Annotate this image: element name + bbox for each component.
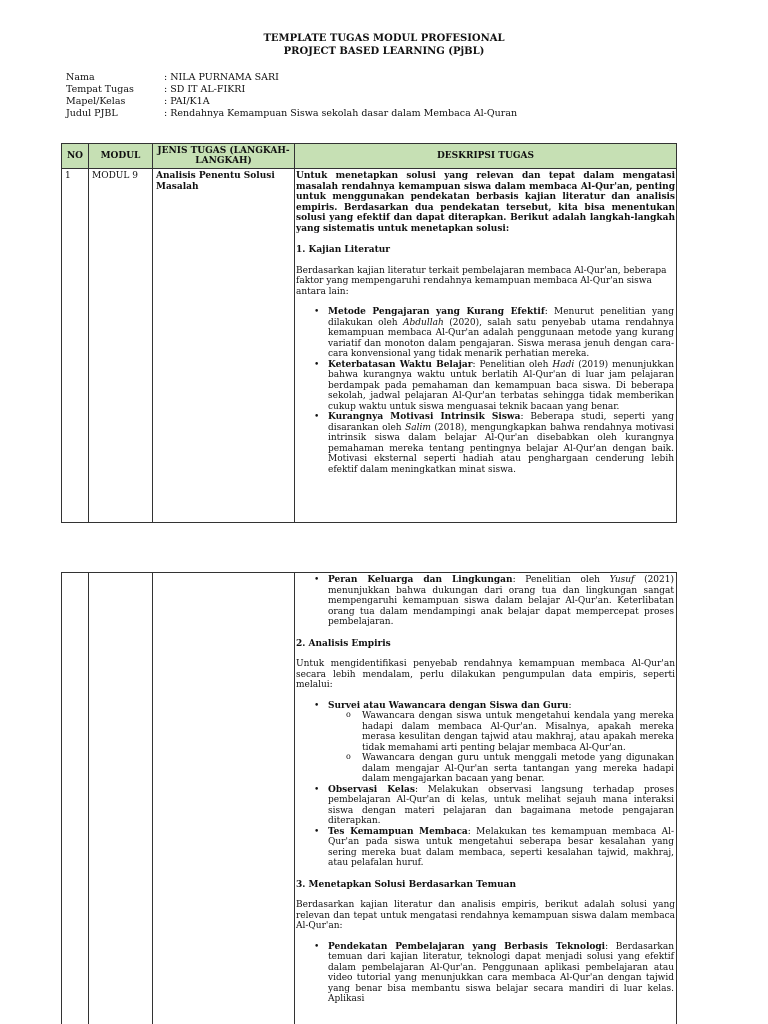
table-row xyxy=(62,573,677,1024)
solusi-list xyxy=(296,942,675,1005)
document-title-line1: TEMPLATE TUGAS MODUL PROFESIONAL xyxy=(263,33,505,44)
section-analisis-empiris-title: 2. Analisis Empiris xyxy=(296,638,391,649)
cell-deskripsi xyxy=(295,169,677,523)
section-kajian-literatur-paragraph: Berdasarkan kajian literatur terkait pembelajaran membaca Al-Qur'an, beberapa faktor yang mempengaruhi rendahnya kemampuan membaca Al-Qur'an siswa antara lain: xyxy=(296,265,667,297)
sub-list-item: o Wawancara dengan siswa untuk mengetahui kendala yang mereka hadapi dalam membaca Al-Qur'an. Misalnya, apakah mereka merasa kesulitan dengan tajwid atau makhraj, atau apakah mereka tidak memahami arti penting belajar membaca Al-Qur'an. xyxy=(362,711,674,753)
task-table-continued xyxy=(61,572,677,1024)
info-row-nama xyxy=(66,72,517,84)
section-analisis-empiris-paragraph: Untuk mengidentifikasi penyebab rendahnya kemampuan membaca Al-Qur'an secara lebih mendalam, perlu dilakukan pengumpulan data empiris, seperti melalui: xyxy=(296,659,675,690)
survei-sublist xyxy=(328,711,674,785)
list-item: • Metode Pengajaran yang Kurang Efektif: Menurut penelitian yang dilakukan oleh Abdullah (2020), salah satu penyebab utama rendahnya kemampuan membaca Al-Qur'an adalah penggunaan metode yang kurang variatif dan monoton dalam pengajaran. Siswa merasa jenuh dengan cara-cara konvensional yang tidak menarik perhatian mereka. xyxy=(328,307,674,360)
info-value: : SD IT AL-FIKRI xyxy=(164,84,246,95)
info-label: Mapel/Kelas xyxy=(66,96,126,107)
list-item: • Pendekatan Pembelajaran yang Berbasis Teknologi: Berdasarkan temuan dari kajian literatur, teknologi dapat menjadi solusi yang efektif dalam pembelajaran Al-Qur'an. Penggunaan aplikasi pembelajaran atau video tutorial yang menunjukkan cara membaca Al-Qur'an dengan tajwid yang benar bisa membantu siswa belajar secara mandiri di luar kelas. Aplikasi xyxy=(328,942,674,1005)
list-item: • Survei atau Wawancara dengan Siswa dan Guru: o Wawancara dengan siswa untuk mengetahui kendala yang mereka hadapi dalam membaca Al-Qur'an. Misalnya, apakah mereka merasa kesulitan dengan tajwid atau makhraj, atau apakah mereka tidak memahami arti penting belajar membaca Al-Qur'an. o Wawancara dengan guru untuk menggali metode yang digunakan dalam mengajar Al-Qur'an serta tantangan yang mereka hadapi dalam mengajarkan bacaan yang benar. xyxy=(328,701,674,785)
cell-modul: MODUL 9 xyxy=(89,169,153,523)
cell-no-empty xyxy=(62,573,89,1024)
info-row-tempat-tugas xyxy=(66,84,517,96)
intro-paragraph: Untuk menetapkan solusi yang relevan dan tepat dalam mengatasi masalah rendahnya kemampuan siswa dalam membaca Al-Qur'an, penting untuk menggunakan pendekatan berbasis kajian literatur dan analisis empiris. Berdasarkan dua pendekatan tersebut, kita bisa menentukan solusi yang efektif dan dapat diterapkan. Berikut adalah langkah-langkah yang sistematis untuk menetapkan solusi: xyxy=(296,171,675,234)
info-label: Judul PJBL xyxy=(66,108,118,119)
empiris-list xyxy=(296,701,675,869)
cell-deskripsi-continued xyxy=(295,573,677,1024)
header-no: NO xyxy=(62,144,89,169)
literatur-list xyxy=(296,307,675,475)
sub-list-item: o Wawancara dengan guru untuk menggali metode yang digunakan dalam mengajar Al-Qur'an serta tantangan yang mereka hadapi dalam mengajarkan bacaan yang benar. xyxy=(362,753,674,785)
cell-jenis-empty xyxy=(153,573,295,1024)
info-value: : PAI/K1A xyxy=(164,96,210,107)
header-modul: MODUL xyxy=(89,144,153,169)
literatur-list-continued xyxy=(296,575,675,628)
list-item: • Tes Kemampuan Membaca: Melakukan tes kemampuan membaca Al-Qur'an pada siswa untuk mengetahui seberapa besar kesalahan yang sering mereka buat dalam membaca, seperti kesalahan tajwid, makhraj, atau pelafalan huruf. xyxy=(328,827,674,869)
list-item: • Keterbatasan Waktu Belajar: Penelitian oleh Hadi (2019) menunjukkan bahwa kurangnya waktu untuk berlatih Al-Qur'an di luar jam pelajaran berdampak pada pemahaman dan kemampuan baca siswa. Di beberapa sekolah, jadwal pelajaran Al-Qur'an terbatas sehingga tidak memberikan cukup waktu untuk siswa menguasai teknik bacaan yang benar. xyxy=(328,360,674,413)
header-jenis-tugas: JENIS TUGAS (LANGKAH-LANGKAH) xyxy=(153,144,295,169)
section-solusi-title: 3. Menetapkan Solusi Berdasarkan Temuan xyxy=(296,879,517,890)
list-item: • Peran Keluarga dan Lingkungan: Penelitian oleh Yusuf (2021) menunjukkan bahwa dukungan dari orang tua dan lingkungan sangat mempengaruhi kemampuan siswa dalam belajar Al-Qur'an. Keterlibatan orang tua dalam mendampingi anak belajar dapat mempercepat proses pembelajaran. xyxy=(328,575,674,628)
info-label: Tempat Tugas xyxy=(66,84,134,95)
cell-no: 1 xyxy=(62,169,89,523)
info-row-mapel-kelas xyxy=(66,96,517,108)
task-table xyxy=(61,143,677,523)
header-deskripsi-tugas: DESKRIPSI TUGAS xyxy=(295,144,677,169)
info-value: : Rendahnya Kemampuan Siswa sekolah dasar dalam Membaca Al-Quran xyxy=(164,108,518,119)
section-kajian-literatur-title: 1. Kajian Literatur xyxy=(296,245,391,255)
document-title-line2: PROJECT BASED LEARNING (PjBL) xyxy=(283,46,485,57)
info-value: : NILA PURNAMA SARI xyxy=(164,72,279,83)
table-row xyxy=(62,169,677,523)
table-header-row xyxy=(62,144,677,169)
info-label: Nama xyxy=(66,72,95,83)
cell-modul-empty xyxy=(89,573,153,1024)
cell-jenis-tugas: Analisis Penentu Solusi Masalah xyxy=(153,169,295,523)
info-block xyxy=(66,72,517,120)
section-solusi-paragraph: Berdasarkan kajian literatur dan analisis empiris, berikut adalah solusi yang relevan dan tepat untuk mengatasi rendahnya kemampuan siswa dalam membaca Al-Qur'an: xyxy=(296,900,675,931)
list-item: • Kurangnya Motivasi Intrinsik Siswa: Beberapa studi, seperti yang disarankan oleh Salim (2018), mengungkapkan bahwa rendahnya motivasi intrinsik siswa dalam belajar Al-Qur'an disebabkan oleh kurangnya pemahaman mereka tentang pentingnya belajar Al-Qur'an dengan baik. Motivasi eksternal seperti hadiah atau penghargaan cenderung lebih efektif dalam meningkatkan minat siswa. xyxy=(328,412,674,475)
info-row-judul-pjbl xyxy=(66,108,517,120)
list-item: • Observasi Kelas: Melakukan observasi langsung terhadap proses pembelajaran Al-Qur'an di kelas, untuk melihat sejauh mana interaksi siswa dengan materi pelajaran dan bagaimana metode pengajaran diterapkan. xyxy=(328,785,674,827)
